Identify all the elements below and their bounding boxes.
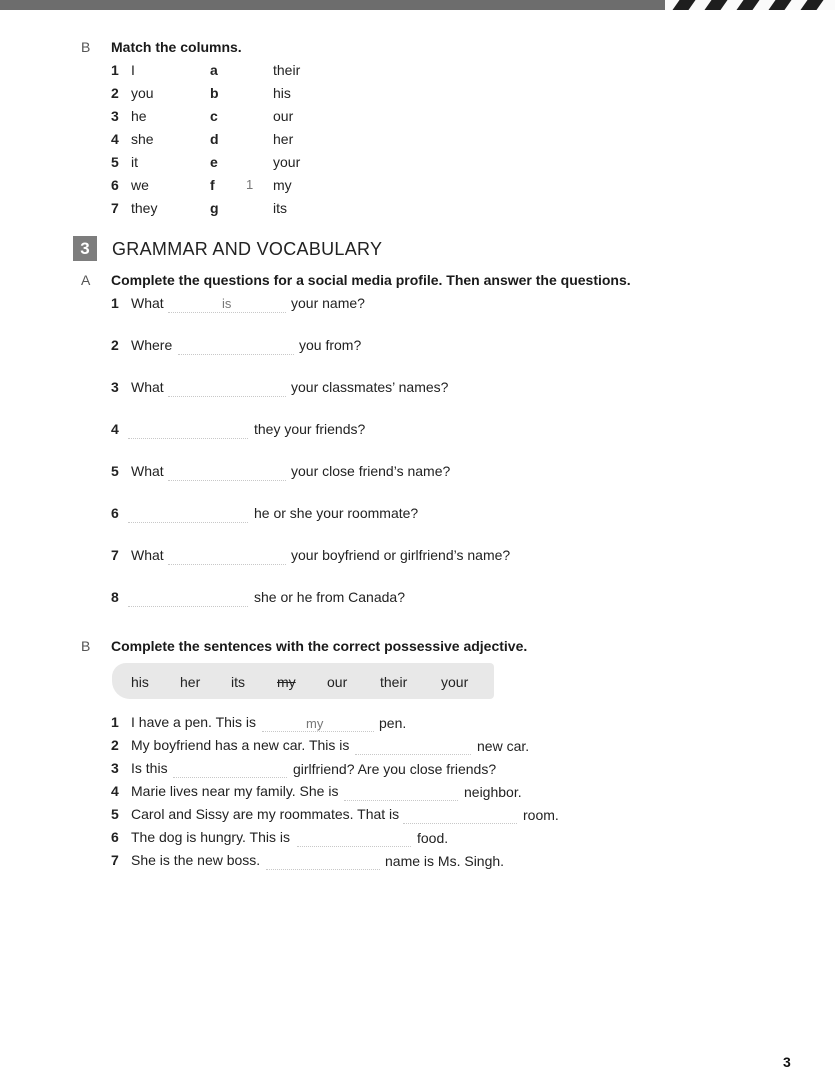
question-blank[interactable] [168,311,286,313]
word-box-item: our [327,674,348,690]
sentence-before: Carol and Sissy are my roommates. That is [131,806,400,822]
match-letter: c [210,108,218,124]
match-instruction: Match the columns. [111,39,242,55]
question-start: What [131,463,164,479]
part-a-letter: A [81,272,91,288]
sentence-after: food. [417,830,449,846]
sentence-blank[interactable] [173,776,287,778]
question-end: they your friends? [254,421,366,437]
question-end: your boyfriend or girlfriend’s name? [291,547,511,563]
sentence-before: Marie lives near my family. She is [131,783,339,799]
match-possessive: my [273,177,292,193]
word-box [112,663,494,699]
sentence-after: girlfriend? Are you close friends? [293,761,497,777]
question-number: 3 [111,379,119,395]
section-b-letter: B [81,39,91,55]
question-number: 2 [111,337,119,353]
sentence-after: pen. [379,715,407,731]
match-pronoun: I [131,62,135,78]
match-letter: f [210,177,215,193]
part-b-instruction: Complete the sentences with the correct possessive adjective. [111,638,528,654]
word-box-item: her [180,674,201,690]
match-letter: b [210,85,219,101]
match-row-number: 1 [111,62,119,78]
sentence-after: room. [523,807,559,823]
question-start: What [131,547,164,563]
match-possessive: his [273,85,291,101]
sentence-blank[interactable] [344,799,458,801]
match-pronoun: it [131,154,138,170]
match-letter: g [210,200,219,216]
part-b-letter: B [81,638,91,654]
top-decorative-bar [0,0,835,10]
question-end: your classmates’ names? [291,379,449,395]
match-possessive: our [273,108,294,124]
sentence-blank[interactable] [355,753,471,755]
match-row-number: 5 [111,154,119,170]
match-pronoun: he [131,108,147,124]
question-end: your close friend’s name? [291,463,451,479]
word-box-item-crossed: my [277,674,296,690]
question-number: 7 [111,547,119,563]
question-end: she or he from Canada? [254,589,405,605]
question-number: 1 [111,295,119,311]
section-number-badge: 3 [73,236,97,261]
match-pronoun: they [131,200,158,216]
sentence-number: 2 [111,737,119,753]
match-letter: d [210,131,219,147]
sentence-before: The dog is hungry. This is [131,829,291,845]
match-row-number: 2 [111,85,119,101]
sentence-before: Is this [131,760,168,776]
question-number: 6 [111,505,119,521]
question-end: your name? [291,295,365,311]
section-title: GRAMMAR AND VOCABULARY [112,239,383,259]
sentence-number: 7 [111,852,119,868]
match-pronoun: we [131,177,149,193]
word-box-item: your [441,674,469,690]
match-possessive: its [273,200,287,216]
question-start: What [131,379,164,395]
match-row-number: 6 [111,177,119,193]
question-start: Where [131,337,173,353]
sentence-before: She is the new boss. [131,852,261,868]
match-letter: e [210,154,218,170]
sentence-before: I have a pen. This is [131,714,257,730]
sentence-number: 3 [111,760,119,776]
question-start: What [131,295,164,311]
sentence-after: new car. [477,738,530,754]
question-blank[interactable] [168,563,286,565]
sentence-after: name is Ms. Singh. [385,853,505,869]
page-number: 3 [783,1054,791,1070]
word-box-item: its [231,674,245,690]
sentence-blank[interactable] [297,845,411,847]
question-number: 5 [111,463,119,479]
match-possessive: your [273,154,301,170]
question-answer[interactable]: is [222,296,232,311]
match-row-number: 3 [111,108,119,124]
sentence-before: My boyfriend has a new car. This is [131,737,350,753]
part-a-instruction: Complete the questions for a social media profile. Then answer the questions. [111,272,631,288]
question-blank[interactable] [168,479,286,481]
question-blank[interactable] [128,437,248,439]
sentence-number: 4 [111,783,119,799]
question-number: 4 [111,421,119,437]
match-pronoun: you [131,85,154,101]
question-number: 8 [111,589,119,605]
sentence-number: 5 [111,806,119,822]
question-end: he or she your roommate? [254,505,419,521]
word-box-item: his [131,674,149,690]
sentence-blank[interactable] [266,868,380,870]
word-box-item: their [380,674,408,690]
match-row-number: 4 [111,131,119,147]
match-pronoun: she [131,131,154,147]
match-answer[interactable]: 1 [246,177,254,192]
match-possessive: her [273,131,294,147]
sentence-after: neighbor. [464,784,522,800]
match-letter: a [210,62,218,78]
match-row-number: 7 [111,200,119,216]
question-blank[interactable] [128,521,248,523]
question-end: you from? [299,337,362,353]
question-blank[interactable] [168,395,286,397]
sentence-blank[interactable] [403,822,517,824]
sentence-number: 6 [111,829,119,845]
question-blank[interactable] [128,605,248,607]
sentence-number: 1 [111,714,119,730]
question-blank[interactable] [178,353,294,355]
sentence-answer[interactable]: my [306,716,324,731]
match-possessive: their [273,62,301,78]
